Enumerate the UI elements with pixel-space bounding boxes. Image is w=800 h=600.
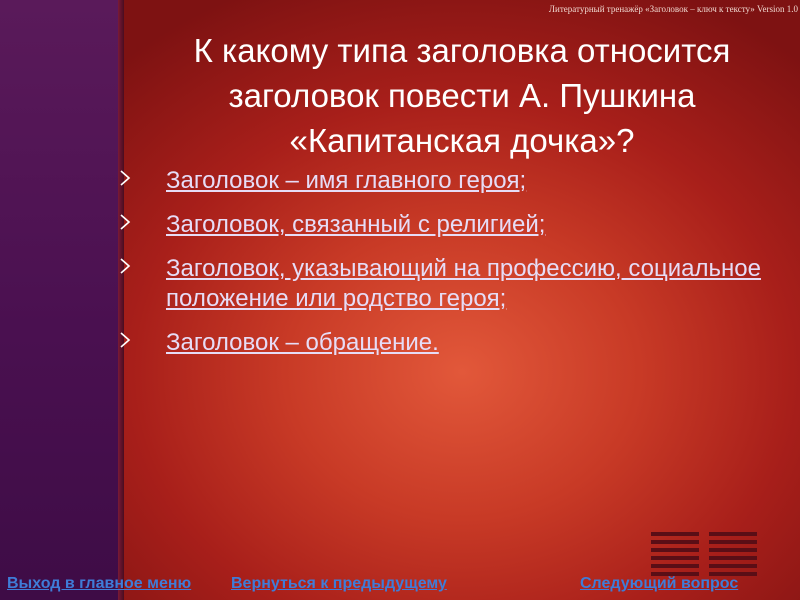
- sidebar-panel: [0, 0, 122, 600]
- answer-link-2[interactable]: Заголовок, связанный с религией;: [166, 211, 546, 238]
- next-question-link[interactable]: Следующий вопрос: [580, 575, 739, 592]
- question-line: заголовок повести А. Пушкина: [228, 77, 696, 114]
- horizontal-lines-icon: [709, 532, 757, 576]
- answer-item: [118, 328, 798, 358]
- arrow-bullet-icon: [118, 257, 134, 273]
- question-line: К какому типа заголовка относится: [193, 32, 731, 69]
- app-version-note: Литературный тренажёр «Заголовок – ключ к тексту» Version 1.0: [548, 4, 798, 14]
- answer-list: [118, 166, 798, 372]
- back-link[interactable]: Вернуться к предыдущему: [231, 575, 447, 592]
- answer-link-1[interactable]: Заголовок – имя главного героя;: [166, 167, 527, 194]
- answer-item: [118, 166, 798, 196]
- answer-item: [118, 210, 798, 240]
- question-title: [124, 28, 800, 163]
- horizontal-lines-icon: [651, 532, 699, 576]
- arrow-bullet-icon: [118, 331, 134, 347]
- answer-link-3[interactable]: Заголовок, указывающий на профессию, социальное положение или родство героя;: [166, 255, 761, 312]
- arrow-bullet-icon: [118, 213, 134, 229]
- question-line: «Капитанская дочка»?: [289, 122, 635, 159]
- exit-main-menu-link[interactable]: Выход в главное меню: [7, 575, 192, 592]
- arrow-bullet-icon: [118, 169, 134, 185]
- answer-item: [118, 254, 798, 314]
- answer-link-4[interactable]: Заголовок – обращение.: [166, 329, 439, 356]
